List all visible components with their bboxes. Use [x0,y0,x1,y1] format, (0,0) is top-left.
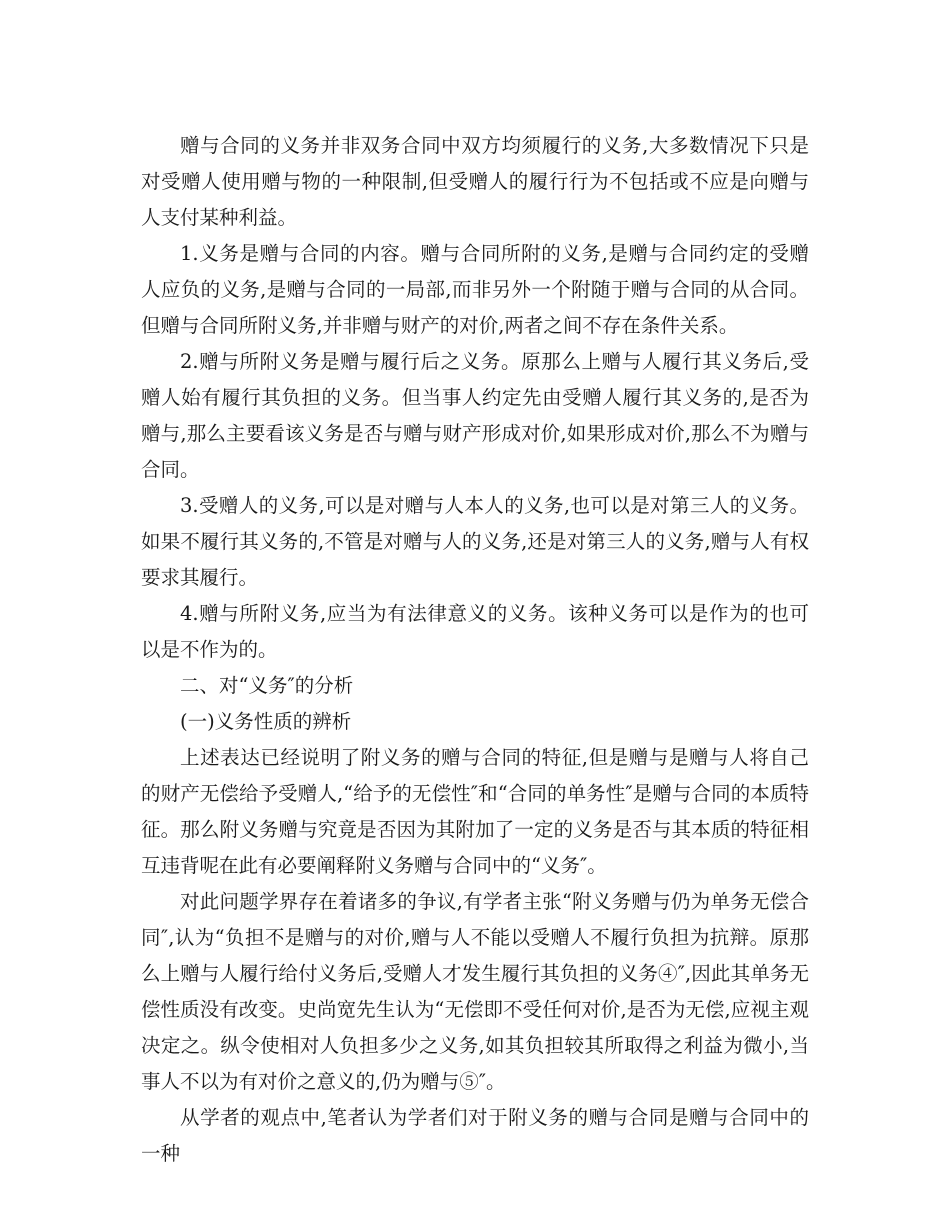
paragraph-characteristics: 上述表达已经说明了附义务的赠与合同的特征,但是赠与是赠与人将自己的财产无偿给予受赠人,“给予的无偿性″和“合同的单务性″是赠与合同的本质特征。那么附义务赠与究竟是否因为其附加了一定的义务是否与其本质的特征相互违背呢在此有必要阐释附义务赠与合同中的“义务″。 [141,746,809,877]
section-heading-obligation-analysis: 二、对“义务″的分析 [180,674,354,697]
paragraph-author-view: 从学者的观点中,笔者认为学者们对于附义务的赠与合同是赠与合同中的一种 [141,1106,809,1165]
paragraph-scholarly-debate: 对此问题学界存在着诸多的争议,有学者主张“附义务赠与仍为单务无偿合同″,认为“负担不是赠与的对价,赠与人不能以受赠人不履行负担为抗辩。原那么上赠与人履行给付义务后,受赠人才发生履行其负担的义务④″,因此其单务无偿性质没有改变。史尚宽先生认为“无偿即不受任何对价,是否为无偿,应视主观决定之。纵令使相对人负担多少之义务,如其负担较其所取得之利益为微小,当事人不以为有对价之意义的,仍为赠与⑤″。 [141,890,809,1093]
paragraph-obligation-nature: 赠与合同的义务并非双务合同中双方均须履行的义务,大多数情况下只是对受赠人使用赠与物的一种限制,但受赠人的履行行为不包括或不应是向赠与人支付某种利益。 [141,134,809,229]
paragraph-point-4: 4.赠与所附义务,应当为有法律意义的义务。该种义务可以是作为的也可以是不作为的。 [141,602,809,661]
document-body [141,128,809,1172]
paragraph-point-3: 3.受赠人的义务,可以是对赠与人本人的义务,也可以是对第三人的义务。如果不履行其义务的,不管是对赠与人的义务,还是对第三人的义务,赠与人有权要求其履行。 [141,494,809,589]
subsection-heading-obligation-nature: (一)义务性质的辨析 [180,710,352,733]
paragraph-point-2: 2.赠与所附义务是赠与履行后之义务。原那么上赠与人履行其义务后,受赠人始有履行其负担的义务。但当事人约定先由受赠人履行其义务的,是否为赠与,那么主要看该义务是否与赠与财产形成对价,如果形成对价,那么不为赠与合同。 [141,350,809,481]
paragraph-point-1: 1.义务是赠与合同的内容。赠与合同所附的义务,是赠与合同约定的受赠人应负的义务,是赠与合同的一局部,而非另外一个附随于赠与合同的从合同。但赠与合同所附义务,并非赠与财产的对价,两者之间不存在条件关系。 [141,242,809,337]
